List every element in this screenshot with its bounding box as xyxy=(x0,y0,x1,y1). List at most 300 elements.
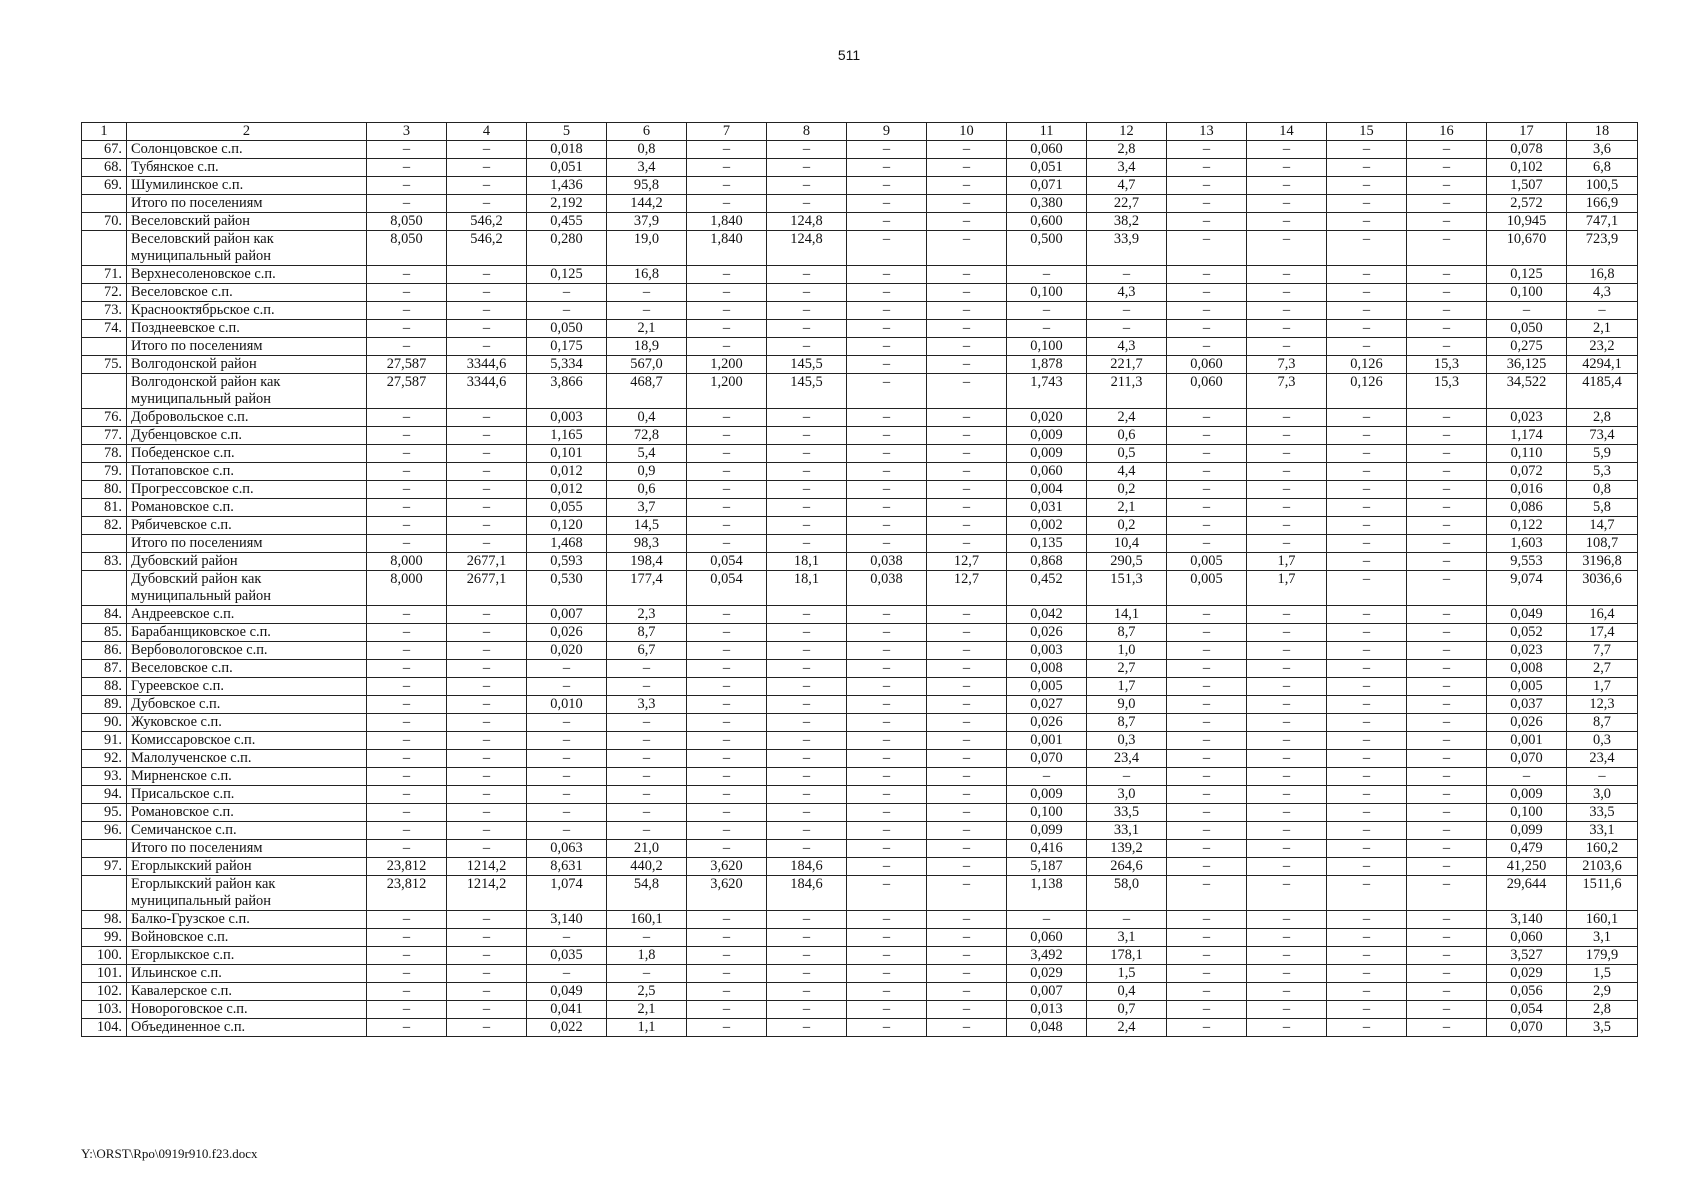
value-cell: 2,1 xyxy=(607,1001,687,1019)
value-cell: – xyxy=(767,445,847,463)
value-cell: – xyxy=(447,159,527,177)
header-cell: 3 xyxy=(367,123,447,141)
value-cell: – xyxy=(847,911,927,929)
value-cell: 2,572 xyxy=(1487,195,1567,213)
value-cell: – xyxy=(927,266,1007,284)
value-cell: – xyxy=(767,535,847,553)
value-cell: 8,7 xyxy=(1087,624,1167,642)
row-number xyxy=(82,231,127,266)
value-cell: 0,005 xyxy=(1167,571,1247,606)
table-row xyxy=(82,804,1638,822)
value-cell: 145,5 xyxy=(767,374,847,409)
value-cell: – xyxy=(367,678,447,696)
value-cell: – xyxy=(1007,768,1087,786)
value-cell: – xyxy=(767,804,847,822)
value-cell: – xyxy=(1247,302,1327,320)
value-cell: – xyxy=(847,320,927,338)
value-cell: – xyxy=(447,427,527,445)
value-cell: 0,175 xyxy=(527,338,607,356)
value-cell: 0,868 xyxy=(1007,553,1087,571)
value-cell: – xyxy=(1327,983,1407,1001)
value-cell: – xyxy=(607,678,687,696)
value-cell: – xyxy=(847,213,927,231)
table-row xyxy=(82,195,1638,213)
value-cell: – xyxy=(1407,553,1487,571)
value-cell: 0,050 xyxy=(1487,320,1567,338)
value-cell: – xyxy=(1407,858,1487,876)
value-cell: 0,4 xyxy=(1087,983,1167,1001)
value-cell: – xyxy=(1247,481,1327,499)
value-cell: – xyxy=(367,141,447,159)
value-cell: – xyxy=(1087,302,1167,320)
value-cell: 36,125 xyxy=(1487,356,1567,374)
value-cell: – xyxy=(1407,499,1487,517)
table-row xyxy=(82,374,1638,409)
settlement-name: Дубовский район как муниципальный район xyxy=(127,571,367,606)
value-cell: – xyxy=(1407,231,1487,266)
value-cell: 9,553 xyxy=(1487,553,1567,571)
value-cell: – xyxy=(1327,517,1407,535)
header-cell: 17 xyxy=(1487,123,1567,141)
value-cell: 0,020 xyxy=(1007,409,1087,427)
value-cell: – xyxy=(767,929,847,947)
value-cell: 1,174 xyxy=(1487,427,1567,445)
value-cell: 1,743 xyxy=(1007,374,1087,409)
value-cell: – xyxy=(767,696,847,714)
value-cell: 179,9 xyxy=(1567,947,1638,965)
value-cell: 0,012 xyxy=(527,481,607,499)
value-cell: 3036,6 xyxy=(1567,571,1638,606)
value-cell: – xyxy=(927,463,1007,481)
value-cell: 0,038 xyxy=(847,571,927,606)
value-cell: 8,050 xyxy=(367,213,447,231)
value-cell: 0,038 xyxy=(847,553,927,571)
value-cell: – xyxy=(367,302,447,320)
value-cell: – xyxy=(927,427,1007,445)
table-row xyxy=(82,660,1638,678)
value-cell: – xyxy=(1167,231,1247,266)
value-cell: – xyxy=(927,195,1007,213)
value-cell: 5,4 xyxy=(607,445,687,463)
value-cell: – xyxy=(847,804,927,822)
settlement-name: Гуреевское с.п. xyxy=(127,678,367,696)
value-cell: – xyxy=(927,1001,1007,1019)
value-cell: – xyxy=(367,427,447,445)
value-cell: 0,009 xyxy=(1487,786,1567,804)
value-cell: 0,455 xyxy=(527,213,607,231)
value-cell: – xyxy=(847,284,927,302)
value-cell: – xyxy=(1407,606,1487,624)
value-cell: – xyxy=(367,911,447,929)
table-row xyxy=(82,840,1638,858)
value-cell: – xyxy=(1167,499,1247,517)
value-cell: – xyxy=(527,804,607,822)
value-cell: 34,522 xyxy=(1487,374,1567,409)
value-cell: 0,020 xyxy=(527,642,607,660)
value-cell: 0,008 xyxy=(1007,660,1087,678)
value-cell: – xyxy=(1247,714,1327,732)
value-cell: 0,122 xyxy=(1487,517,1567,535)
value-cell: – xyxy=(1327,804,1407,822)
value-cell: – xyxy=(1167,195,1247,213)
value-cell: 3,620 xyxy=(687,858,767,876)
value-cell: – xyxy=(1247,535,1327,553)
value-cell: – xyxy=(1487,302,1567,320)
value-cell: – xyxy=(1167,642,1247,660)
row-number: 82. xyxy=(82,517,127,535)
table-row xyxy=(82,983,1638,1001)
settlement-name: Волгодонской район xyxy=(127,356,367,374)
value-cell: – xyxy=(767,678,847,696)
value-cell: – xyxy=(927,356,1007,374)
value-cell: – xyxy=(1167,858,1247,876)
value-cell: 1,8 xyxy=(607,947,687,965)
value-cell: – xyxy=(367,177,447,195)
value-cell: 0,099 xyxy=(1007,822,1087,840)
settlement-name: Веселовское с.п. xyxy=(127,660,367,678)
value-cell: 8,7 xyxy=(1567,714,1638,732)
value-cell: 23,812 xyxy=(367,876,447,911)
row-number: 99. xyxy=(82,929,127,947)
value-cell: – xyxy=(447,983,527,1001)
value-cell: – xyxy=(1327,822,1407,840)
value-cell: 2,7 xyxy=(1087,660,1167,678)
value-cell: – xyxy=(767,409,847,427)
value-cell: – xyxy=(367,929,447,947)
value-cell: – xyxy=(1167,660,1247,678)
value-cell: 2103,6 xyxy=(1567,858,1638,876)
header-cell: 5 xyxy=(527,123,607,141)
value-cell: – xyxy=(847,266,927,284)
value-cell: – xyxy=(927,750,1007,768)
value-cell: 2,8 xyxy=(1567,409,1638,427)
value-cell: – xyxy=(367,786,447,804)
table-row xyxy=(82,876,1638,911)
value-cell: 160,2 xyxy=(1567,840,1638,858)
value-cell: – xyxy=(687,660,767,678)
value-cell: – xyxy=(1167,266,1247,284)
value-cell: – xyxy=(367,840,447,858)
value-cell: 3,1 xyxy=(1087,929,1167,947)
value-cell: – xyxy=(1487,768,1567,786)
table-row xyxy=(82,481,1638,499)
value-cell: 0,500 xyxy=(1007,231,1087,266)
value-cell: 0,035 xyxy=(527,947,607,965)
value-cell: 19,0 xyxy=(607,231,687,266)
row-number: 78. xyxy=(82,445,127,463)
value-cell: 0,001 xyxy=(1487,732,1567,750)
value-cell: – xyxy=(1167,427,1247,445)
settlement-name: Потаповское с.п. xyxy=(127,463,367,481)
value-cell: 16,4 xyxy=(1567,606,1638,624)
value-cell: – xyxy=(527,732,607,750)
value-cell: – xyxy=(1167,965,1247,983)
value-cell: – xyxy=(1247,660,1327,678)
value-cell: 58,0 xyxy=(1087,876,1167,911)
value-cell: 124,8 xyxy=(767,231,847,266)
value-cell: – xyxy=(1247,732,1327,750)
value-cell: – xyxy=(1167,284,1247,302)
value-cell: 0,060 xyxy=(1007,141,1087,159)
value-cell: – xyxy=(1407,786,1487,804)
value-cell: – xyxy=(1167,876,1247,911)
value-cell: – xyxy=(847,231,927,266)
value-cell: 4,7 xyxy=(1087,177,1167,195)
value-cell: 23,2 xyxy=(1567,338,1638,356)
value-cell: – xyxy=(1247,696,1327,714)
value-cell: 15,3 xyxy=(1407,374,1487,409)
value-cell: – xyxy=(447,840,527,858)
value-cell: 723,9 xyxy=(1567,231,1638,266)
value-cell: – xyxy=(767,141,847,159)
row-number: 69. xyxy=(82,177,127,195)
value-cell: – xyxy=(1007,320,1087,338)
value-cell: – xyxy=(1327,266,1407,284)
value-cell: – xyxy=(1167,213,1247,231)
value-cell: – xyxy=(1167,1001,1247,1019)
value-cell: 1,878 xyxy=(1007,356,1087,374)
value-cell: – xyxy=(367,947,447,965)
value-cell: – xyxy=(1327,965,1407,983)
value-cell: 0,3 xyxy=(1087,732,1167,750)
value-cell: 0,055 xyxy=(527,499,607,517)
table-row xyxy=(82,1019,1638,1037)
value-cell: 0,054 xyxy=(687,571,767,606)
table-row xyxy=(82,929,1638,947)
value-cell: – xyxy=(607,714,687,732)
value-cell: 3344,6 xyxy=(447,356,527,374)
value-cell: – xyxy=(927,159,1007,177)
value-cell: – xyxy=(447,750,527,768)
value-cell: 10,670 xyxy=(1487,231,1567,266)
row-number: 86. xyxy=(82,642,127,660)
value-cell: – xyxy=(687,517,767,535)
value-cell: 1214,2 xyxy=(447,858,527,876)
settlement-name: Жуковское с.п. xyxy=(127,714,367,732)
value-cell: 4185,4 xyxy=(1567,374,1638,409)
value-cell: – xyxy=(447,947,527,965)
row-number xyxy=(82,374,127,409)
value-cell: – xyxy=(1167,177,1247,195)
value-cell: 0,100 xyxy=(1007,284,1087,302)
settlement-name: Волгодонской район как муниципальный район xyxy=(127,374,367,409)
table-row xyxy=(82,356,1638,374)
value-cell: – xyxy=(367,624,447,642)
value-cell: – xyxy=(927,231,1007,266)
settlement-name: Комиссаровское с.п. xyxy=(127,732,367,750)
table-row xyxy=(82,159,1638,177)
value-cell: – xyxy=(1327,840,1407,858)
header-cell: 12 xyxy=(1087,123,1167,141)
settlement-name: Семичанское с.п. xyxy=(127,822,367,840)
value-cell: 0,101 xyxy=(527,445,607,463)
value-cell: 0,012 xyxy=(527,463,607,481)
row-number: 83. xyxy=(82,553,127,571)
value-cell: 3,866 xyxy=(527,374,607,409)
value-cell: 100,5 xyxy=(1567,177,1638,195)
value-cell: – xyxy=(447,822,527,840)
value-cell: 3,7 xyxy=(607,499,687,517)
value-cell: 2,4 xyxy=(1087,409,1167,427)
value-cell: – xyxy=(847,965,927,983)
value-cell: – xyxy=(367,642,447,660)
value-cell: – xyxy=(1247,911,1327,929)
value-cell: – xyxy=(1167,606,1247,624)
value-cell: – xyxy=(767,499,847,517)
value-cell: – xyxy=(687,822,767,840)
value-cell: 6,7 xyxy=(607,642,687,660)
value-cell: 0,002 xyxy=(1007,517,1087,535)
table-row xyxy=(82,947,1638,965)
value-cell: – xyxy=(447,499,527,517)
value-cell: – xyxy=(847,1001,927,1019)
value-cell: 0,054 xyxy=(1487,1001,1567,1019)
value-cell: – xyxy=(1327,535,1407,553)
value-cell: – xyxy=(1327,445,1407,463)
value-cell: 0,009 xyxy=(1007,427,1087,445)
value-cell: 14,5 xyxy=(607,517,687,535)
value-cell: – xyxy=(1327,929,1407,947)
value-cell: 0,600 xyxy=(1007,213,1087,231)
value-cell: – xyxy=(927,929,1007,947)
value-cell: – xyxy=(367,266,447,284)
value-cell: 29,644 xyxy=(1487,876,1567,911)
value-cell: – xyxy=(847,356,927,374)
value-cell: – xyxy=(1247,284,1327,302)
value-cell: – xyxy=(1247,445,1327,463)
settlement-name: Мирненское с.п. xyxy=(127,768,367,786)
row-number: 88. xyxy=(82,678,127,696)
value-cell: – xyxy=(447,517,527,535)
header-cell: 13 xyxy=(1167,123,1247,141)
value-cell: 21,0 xyxy=(607,840,687,858)
value-cell: 546,2 xyxy=(447,231,527,266)
value-cell: – xyxy=(927,947,1007,965)
value-cell: 12,7 xyxy=(927,571,1007,606)
value-cell: – xyxy=(607,804,687,822)
header-cell: 14 xyxy=(1247,123,1327,141)
value-cell: – xyxy=(767,159,847,177)
value-cell: – xyxy=(1327,284,1407,302)
value-cell: – xyxy=(1167,302,1247,320)
value-cell: 0,2 xyxy=(1087,517,1167,535)
value-cell: 160,1 xyxy=(1567,911,1638,929)
value-cell: 16,8 xyxy=(1567,266,1638,284)
table-row xyxy=(82,732,1638,750)
settlement-name: Тубянское с.п. xyxy=(127,159,367,177)
table-row xyxy=(82,858,1638,876)
value-cell: – xyxy=(1007,302,1087,320)
value-cell: – xyxy=(367,535,447,553)
table-row xyxy=(82,571,1638,606)
value-cell: – xyxy=(607,786,687,804)
value-cell: – xyxy=(1407,804,1487,822)
settlement-name: Андреевское с.п. xyxy=(127,606,367,624)
value-cell: – xyxy=(1327,571,1407,606)
value-cell: – xyxy=(927,409,1007,427)
value-cell: – xyxy=(1327,213,1407,231)
value-cell: – xyxy=(847,840,927,858)
settlement-name: Веселовский район как муниципальный район xyxy=(127,231,367,266)
table-row xyxy=(82,750,1638,768)
value-cell: – xyxy=(1407,338,1487,356)
value-cell: 1,840 xyxy=(687,231,767,266)
value-cell: – xyxy=(687,804,767,822)
table-row xyxy=(82,714,1638,732)
value-cell: 1,165 xyxy=(527,427,607,445)
row-number: 90. xyxy=(82,714,127,732)
value-cell: – xyxy=(367,1001,447,1019)
value-cell: – xyxy=(1407,141,1487,159)
value-cell: – xyxy=(927,660,1007,678)
table-row xyxy=(82,231,1638,266)
table-row xyxy=(82,606,1638,624)
value-cell: 38,2 xyxy=(1087,213,1167,231)
value-cell: 0,070 xyxy=(1007,750,1087,768)
value-cell: – xyxy=(767,642,847,660)
settlement-name: Егорлыкский район xyxy=(127,858,367,876)
value-cell: – xyxy=(847,750,927,768)
table-row xyxy=(82,409,1638,427)
value-cell: – xyxy=(687,302,767,320)
value-cell: – xyxy=(1407,302,1487,320)
value-cell: – xyxy=(687,409,767,427)
table-row xyxy=(82,320,1638,338)
value-cell: – xyxy=(447,338,527,356)
value-cell: 12,7 xyxy=(927,553,1007,571)
value-cell: – xyxy=(1327,195,1407,213)
value-cell: 1,5 xyxy=(1567,965,1638,983)
value-cell: 18,1 xyxy=(767,571,847,606)
settlement-name: Дубенцовское с.п. xyxy=(127,427,367,445)
value-cell: – xyxy=(1247,965,1327,983)
value-cell: 0,008 xyxy=(1487,660,1567,678)
value-cell: – xyxy=(927,876,1007,911)
value-cell: – xyxy=(767,177,847,195)
value-cell: – xyxy=(847,876,927,911)
value-cell: – xyxy=(1327,876,1407,911)
value-cell: – xyxy=(1327,786,1407,804)
value-cell: – xyxy=(687,499,767,517)
value-cell: 0,050 xyxy=(527,320,607,338)
value-cell: 1,468 xyxy=(527,535,607,553)
row-number: 72. xyxy=(82,284,127,302)
value-cell: – xyxy=(367,499,447,517)
value-cell: 0,8 xyxy=(1567,481,1638,499)
settlement-name: Егорлыкский район как муниципальный район xyxy=(127,876,367,911)
row-number: 76. xyxy=(82,409,127,427)
value-cell: – xyxy=(687,338,767,356)
value-cell: – xyxy=(447,302,527,320)
value-cell: – xyxy=(1327,338,1407,356)
value-cell: – xyxy=(687,714,767,732)
value-cell: 23,4 xyxy=(1567,750,1638,768)
value-cell: – xyxy=(927,302,1007,320)
value-cell: – xyxy=(447,266,527,284)
row-number: 100. xyxy=(82,947,127,965)
value-cell: – xyxy=(367,1019,447,1037)
value-cell: 0,026 xyxy=(1007,624,1087,642)
value-cell: 4,3 xyxy=(1087,284,1167,302)
value-cell: 108,7 xyxy=(1567,535,1638,553)
value-cell: – xyxy=(367,660,447,678)
value-cell: 5,334 xyxy=(527,356,607,374)
value-cell: – xyxy=(687,266,767,284)
value-cell: 1,074 xyxy=(527,876,607,911)
value-cell: 0,005 xyxy=(1487,678,1567,696)
value-cell: – xyxy=(1087,911,1167,929)
value-cell: – xyxy=(687,678,767,696)
